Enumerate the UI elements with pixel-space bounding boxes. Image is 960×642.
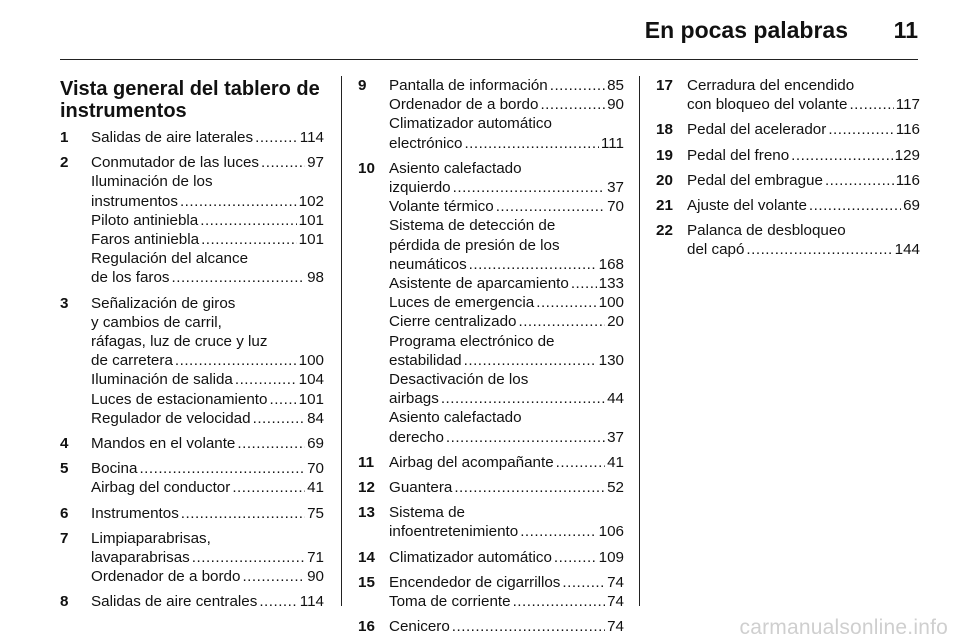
entry-line bbox=[687, 221, 920, 240]
entry-number: 1 bbox=[60, 129, 69, 146]
entry-line bbox=[91, 478, 324, 497]
entry-number: 10 bbox=[358, 159, 375, 177]
dot-leader bbox=[520, 522, 596, 541]
page-reference: 75 bbox=[307, 504, 324, 522]
column-divider-2 bbox=[639, 76, 640, 606]
entry-lines bbox=[687, 196, 920, 215]
entry-line bbox=[91, 192, 324, 211]
page-reference: 37 bbox=[607, 428, 624, 446]
dot-leader bbox=[556, 453, 605, 472]
page-reference: 74 bbox=[607, 618, 624, 636]
dot-leader bbox=[181, 504, 305, 523]
page-reference: 114 bbox=[299, 593, 324, 611]
entry-line bbox=[389, 216, 624, 235]
entry-line bbox=[389, 503, 624, 522]
index-entry bbox=[656, 146, 920, 165]
entry-text: Mandos en el volante bbox=[91, 435, 236, 453]
entry-text: pérdida de presión de los bbox=[389, 236, 560, 254]
dot-leader bbox=[454, 478, 605, 497]
entry-line bbox=[389, 370, 624, 389]
dot-leader bbox=[791, 146, 892, 165]
entry-number: 18 bbox=[656, 121, 673, 139]
entry-line bbox=[91, 567, 324, 586]
index-entry bbox=[656, 221, 920, 259]
entry-text: neumáticos bbox=[389, 255, 467, 273]
entry-lines bbox=[389, 503, 624, 541]
page-reference: 37 bbox=[607, 179, 624, 197]
entry-line bbox=[91, 351, 324, 370]
entry-text: Programa electrónico de bbox=[389, 332, 555, 350]
page-reference: 90 bbox=[307, 568, 324, 586]
entry-text: infoentretenimiento bbox=[389, 523, 519, 541]
entry-text: Instrumentos bbox=[91, 504, 179, 522]
index-entry bbox=[358, 548, 624, 567]
column-1-entries bbox=[60, 128, 324, 612]
dot-leader bbox=[550, 76, 605, 95]
dot-leader bbox=[172, 268, 306, 287]
entry-lines bbox=[389, 548, 624, 567]
page-reference: 70 bbox=[607, 198, 624, 216]
index-entry bbox=[60, 128, 324, 147]
entry-line bbox=[389, 522, 624, 541]
page-title: En pocas palabras bbox=[644, 17, 848, 43]
index-entry bbox=[656, 171, 920, 190]
index-entry bbox=[656, 120, 920, 139]
entry-line bbox=[389, 351, 624, 370]
dot-leader bbox=[809, 196, 901, 215]
entry-line bbox=[389, 178, 624, 197]
column-1 bbox=[60, 78, 324, 618]
index-entry bbox=[656, 196, 920, 215]
entry-line bbox=[91, 332, 324, 351]
entry-text: electrónico bbox=[389, 134, 463, 152]
entry-text: izquierdo bbox=[389, 179, 451, 197]
entry-number: 4 bbox=[60, 435, 69, 453]
entry-text: Sistema de detección de bbox=[389, 217, 556, 235]
entry-text: Pedal del embrague bbox=[687, 171, 823, 189]
entry-text: Bocina bbox=[91, 460, 138, 478]
entry-number: 13 bbox=[358, 504, 375, 522]
page-reference: 101 bbox=[298, 211, 324, 229]
entry-text: Toma de corriente bbox=[389, 593, 511, 611]
dot-leader bbox=[746, 240, 892, 259]
entry-text: instrumentos bbox=[91, 192, 178, 210]
index-entry bbox=[358, 453, 624, 472]
page-reference: 20 bbox=[607, 313, 624, 331]
page-reference: 109 bbox=[598, 548, 624, 566]
entry-number: 3 bbox=[60, 294, 69, 312]
dot-leader bbox=[536, 293, 596, 312]
entry-line bbox=[91, 313, 324, 332]
entry-text: Cerradura del encendido bbox=[687, 77, 855, 94]
page-reference: 97 bbox=[307, 154, 324, 172]
entry-number: 6 bbox=[60, 504, 69, 522]
entry-lines bbox=[389, 159, 624, 447]
entry-lines bbox=[91, 504, 324, 523]
entry-text: Salidas de aire laterales bbox=[91, 129, 254, 146]
page-reference: 74 bbox=[607, 593, 624, 611]
entry-line bbox=[91, 153, 324, 172]
dot-leader bbox=[540, 95, 605, 114]
index-entry bbox=[358, 76, 624, 153]
entry-line bbox=[687, 146, 920, 165]
entry-lines bbox=[389, 453, 624, 472]
dot-leader bbox=[464, 351, 597, 370]
header-divider bbox=[60, 59, 918, 60]
entry-text: y cambios de carril, bbox=[91, 313, 222, 331]
entry-lines bbox=[389, 573, 624, 611]
page-reference: 74 bbox=[607, 573, 624, 591]
entry-text: Luces de estacionamiento bbox=[91, 390, 268, 408]
entry-line bbox=[389, 428, 624, 447]
entry-line bbox=[687, 196, 920, 215]
entry-text: Iluminación de salida bbox=[91, 371, 233, 389]
dot-leader bbox=[192, 548, 305, 567]
dot-leader bbox=[200, 211, 296, 230]
entry-number: 12 bbox=[358, 479, 375, 497]
page-reference: 102 bbox=[298, 192, 324, 210]
entry-number: 16 bbox=[358, 618, 375, 636]
entry-text: Volante térmico bbox=[389, 198, 494, 216]
column-3 bbox=[656, 76, 920, 266]
dot-leader bbox=[464, 134, 598, 153]
page-reference: 130 bbox=[598, 351, 624, 369]
entry-lines bbox=[687, 120, 920, 139]
page-reference: 106 bbox=[598, 523, 624, 541]
entry-text: ráfagas, luz de cruce y luz bbox=[91, 333, 268, 351]
entry-line bbox=[91, 249, 324, 268]
entry-line bbox=[389, 76, 624, 95]
page-reference: 85 bbox=[607, 77, 624, 94]
page-reference: 116 bbox=[895, 121, 920, 139]
index-entry bbox=[60, 294, 324, 428]
entry-number: 17 bbox=[656, 77, 673, 94]
entry-line bbox=[389, 478, 624, 497]
dot-leader bbox=[849, 95, 893, 114]
dot-leader bbox=[175, 351, 297, 370]
page-header bbox=[0, 0, 960, 58]
entry-line bbox=[389, 548, 624, 567]
page-reference: 117 bbox=[895, 96, 920, 114]
entry-text: Desactivación de los bbox=[389, 371, 529, 389]
entry-text: Encendedor de cigarrillos bbox=[389, 573, 561, 591]
page-reference: 84 bbox=[307, 409, 324, 427]
entry-text: Palanca de desbloqueo bbox=[687, 222, 846, 240]
dot-leader bbox=[554, 548, 597, 567]
entry-number: 20 bbox=[656, 171, 673, 189]
entry-lines bbox=[389, 76, 624, 153]
page-reference: 70 bbox=[307, 460, 324, 478]
entry-line bbox=[91, 268, 324, 287]
entry-line bbox=[91, 409, 324, 428]
entry-line bbox=[91, 370, 324, 389]
entry-number: 2 bbox=[60, 154, 69, 172]
dot-leader bbox=[453, 178, 605, 197]
entry-line bbox=[389, 95, 624, 114]
entry-lines bbox=[687, 221, 920, 259]
entry-line bbox=[91, 230, 324, 249]
entry-text: lavaparabrisas bbox=[91, 549, 190, 567]
dot-leader bbox=[269, 390, 296, 409]
index-entry bbox=[60, 153, 324, 287]
index-entry bbox=[358, 573, 624, 611]
index-entry bbox=[358, 617, 624, 636]
page-reference: 144 bbox=[894, 241, 920, 259]
entry-line bbox=[91, 504, 324, 523]
entry-text: Señalización de giros bbox=[91, 294, 236, 312]
entry-lines bbox=[91, 529, 324, 587]
page-reference: 129 bbox=[894, 146, 920, 164]
index-entry bbox=[656, 76, 920, 114]
watermark: carmanualsonline.info bbox=[739, 616, 948, 639]
entry-line bbox=[91, 172, 324, 191]
page-reference: 114 bbox=[299, 129, 324, 146]
entry-line bbox=[687, 120, 920, 139]
entry-text: Ordenador de a bordo bbox=[91, 568, 241, 586]
dot-leader bbox=[452, 617, 605, 636]
index-entry bbox=[358, 503, 624, 541]
entry-text: Asiento calefactado bbox=[389, 409, 522, 427]
entry-line bbox=[389, 312, 624, 331]
dot-leader bbox=[255, 128, 298, 147]
entry-line bbox=[687, 171, 920, 190]
entry-line bbox=[91, 459, 324, 478]
entry-text: Pedal del acelerador bbox=[687, 121, 827, 139]
entry-text: Cierre centralizado bbox=[389, 313, 517, 331]
entry-text: Ajuste del volante bbox=[687, 197, 807, 215]
entry-lines bbox=[91, 592, 324, 611]
page-reference: 41 bbox=[307, 479, 324, 497]
entry-line bbox=[687, 76, 920, 95]
entry-line bbox=[389, 389, 624, 408]
entry-lines bbox=[687, 76, 920, 114]
entry-text: Airbag del conductor bbox=[91, 479, 231, 497]
page-reference: 69 bbox=[307, 435, 324, 453]
entry-text: del capó bbox=[687, 241, 745, 259]
entry-line bbox=[687, 240, 920, 259]
entry-text: Regulador de velocidad bbox=[91, 409, 251, 427]
entry-line bbox=[91, 128, 324, 147]
entry-line bbox=[91, 294, 324, 313]
dot-leader bbox=[235, 370, 297, 389]
entry-lines bbox=[389, 478, 624, 497]
entry-line bbox=[389, 114, 624, 133]
entry-text: de los faros bbox=[91, 269, 170, 287]
page-reference: 101 bbox=[298, 390, 324, 408]
entry-text: Pantalla de información bbox=[389, 77, 548, 94]
entry-line bbox=[91, 592, 324, 611]
page-reference: 111 bbox=[600, 134, 624, 152]
entry-line bbox=[389, 617, 624, 636]
entry-line bbox=[389, 255, 624, 274]
page-reference: 100 bbox=[598, 294, 624, 312]
entry-text: Salidas de aire centrales bbox=[91, 593, 258, 611]
section-title-line-2: instrumentos bbox=[60, 100, 187, 122]
entry-text: con bloqueo del volante bbox=[687, 96, 848, 114]
entry-text: de carretera bbox=[91, 352, 173, 370]
dot-leader bbox=[571, 274, 597, 293]
entry-line bbox=[91, 211, 324, 230]
entry-line bbox=[389, 159, 624, 178]
page-reference: 168 bbox=[598, 255, 624, 273]
dot-leader bbox=[259, 592, 297, 611]
dot-leader bbox=[180, 192, 297, 211]
entry-line bbox=[91, 529, 324, 548]
entry-lines bbox=[91, 153, 324, 287]
index-entry bbox=[358, 159, 624, 447]
index-entry bbox=[60, 529, 324, 587]
entry-text: Piloto antiniebla bbox=[91, 211, 199, 229]
index-entry bbox=[60, 504, 324, 523]
entry-number: 9 bbox=[358, 77, 367, 94]
entry-text: Faros antiniebla bbox=[91, 231, 200, 249]
section-title bbox=[60, 78, 324, 122]
page-reference: 52 bbox=[607, 479, 624, 497]
entry-text: estabilidad bbox=[389, 351, 462, 369]
entry-lines bbox=[91, 294, 324, 428]
dot-leader bbox=[446, 428, 605, 447]
entry-text: Climatizador automático bbox=[389, 115, 552, 133]
page-reference: 104 bbox=[298, 371, 324, 389]
entry-lines bbox=[687, 171, 920, 190]
dot-leader bbox=[201, 230, 297, 249]
entry-text: Ordenador de a bordo bbox=[389, 96, 539, 114]
entry-number: 7 bbox=[60, 529, 69, 547]
page-reference: 101 bbox=[298, 231, 324, 249]
entry-line bbox=[389, 274, 624, 293]
dot-leader bbox=[261, 153, 305, 172]
entry-line bbox=[91, 390, 324, 409]
page-reference: 41 bbox=[607, 453, 624, 471]
entry-line bbox=[91, 548, 324, 567]
dot-leader bbox=[441, 389, 605, 408]
entry-line bbox=[389, 197, 624, 216]
index-entry bbox=[358, 478, 624, 497]
dot-leader bbox=[242, 567, 305, 586]
entry-text: Conmutador de las luces bbox=[91, 154, 259, 172]
dot-leader bbox=[253, 409, 306, 428]
page-reference: 98 bbox=[307, 269, 324, 287]
column-divider-1 bbox=[341, 76, 342, 606]
index-entry bbox=[60, 592, 324, 611]
entry-text: Sistema de bbox=[389, 504, 465, 522]
entry-line bbox=[389, 293, 624, 312]
entry-text: Limpiaparabrisas, bbox=[91, 529, 211, 547]
page-reference: 44 bbox=[607, 390, 624, 408]
dot-leader bbox=[232, 478, 305, 497]
dot-leader bbox=[562, 573, 605, 592]
entry-text: Iluminación de los bbox=[91, 173, 213, 191]
entry-text: Luces de emergencia bbox=[389, 294, 535, 312]
entry-lines bbox=[687, 146, 920, 165]
dot-leader bbox=[825, 171, 894, 190]
index-entry bbox=[60, 459, 324, 497]
entry-text: derecho bbox=[389, 428, 444, 446]
page-reference: 71 bbox=[307, 549, 324, 567]
entry-line bbox=[389, 453, 624, 472]
entry-text: airbags bbox=[389, 390, 439, 408]
entry-text: Pedal del freno bbox=[687, 146, 790, 164]
entry-text: Guantera bbox=[389, 479, 453, 497]
dot-leader bbox=[496, 197, 605, 216]
entry-line bbox=[389, 592, 624, 611]
entry-line bbox=[389, 573, 624, 592]
page-number: 11 bbox=[893, 17, 918, 43]
entry-number: 8 bbox=[60, 593, 69, 611]
dot-leader bbox=[828, 120, 893, 139]
entry-number: 5 bbox=[60, 460, 69, 478]
page-reference: 116 bbox=[895, 171, 920, 189]
entry-text: Cenicero bbox=[389, 618, 450, 636]
dot-leader bbox=[139, 459, 305, 478]
dot-leader bbox=[469, 255, 597, 274]
entry-line bbox=[389, 332, 624, 351]
entry-number: 22 bbox=[656, 222, 673, 240]
entry-number: 21 bbox=[656, 197, 673, 215]
entry-line bbox=[389, 236, 624, 255]
entry-text: Asiento calefactado bbox=[389, 159, 522, 177]
dot-leader bbox=[518, 312, 605, 331]
entry-line bbox=[91, 434, 324, 453]
entry-lines bbox=[91, 434, 324, 453]
column-2-entries bbox=[358, 76, 624, 636]
dot-leader bbox=[237, 434, 305, 453]
page-reference: 69 bbox=[903, 197, 920, 215]
page-reference: 90 bbox=[607, 96, 624, 114]
entry-line bbox=[389, 134, 624, 153]
entry-text: Airbag del acompañante bbox=[389, 453, 554, 471]
dot-leader bbox=[513, 592, 606, 611]
entry-number: 15 bbox=[358, 573, 375, 591]
entry-lines bbox=[389, 617, 624, 636]
entry-line bbox=[687, 95, 920, 114]
index-entry bbox=[60, 434, 324, 453]
entry-text: Regulación del alcance bbox=[91, 250, 249, 268]
page-reference: 133 bbox=[598, 275, 624, 293]
entry-number: 19 bbox=[656, 146, 673, 164]
page-reference: 100 bbox=[298, 352, 324, 370]
entry-line bbox=[389, 408, 624, 427]
entry-lines bbox=[91, 459, 324, 497]
entry-number: 14 bbox=[358, 548, 375, 566]
entry-text: Asistente de aparcamiento bbox=[389, 275, 569, 293]
column-2 bbox=[358, 76, 624, 642]
section-title-line-1: Vista general del tablero de bbox=[60, 78, 320, 100]
column-3-entries bbox=[656, 76, 920, 260]
entry-lines bbox=[91, 128, 324, 147]
entry-text: Climatizador automático bbox=[389, 548, 552, 566]
entry-number: 11 bbox=[358, 453, 375, 471]
